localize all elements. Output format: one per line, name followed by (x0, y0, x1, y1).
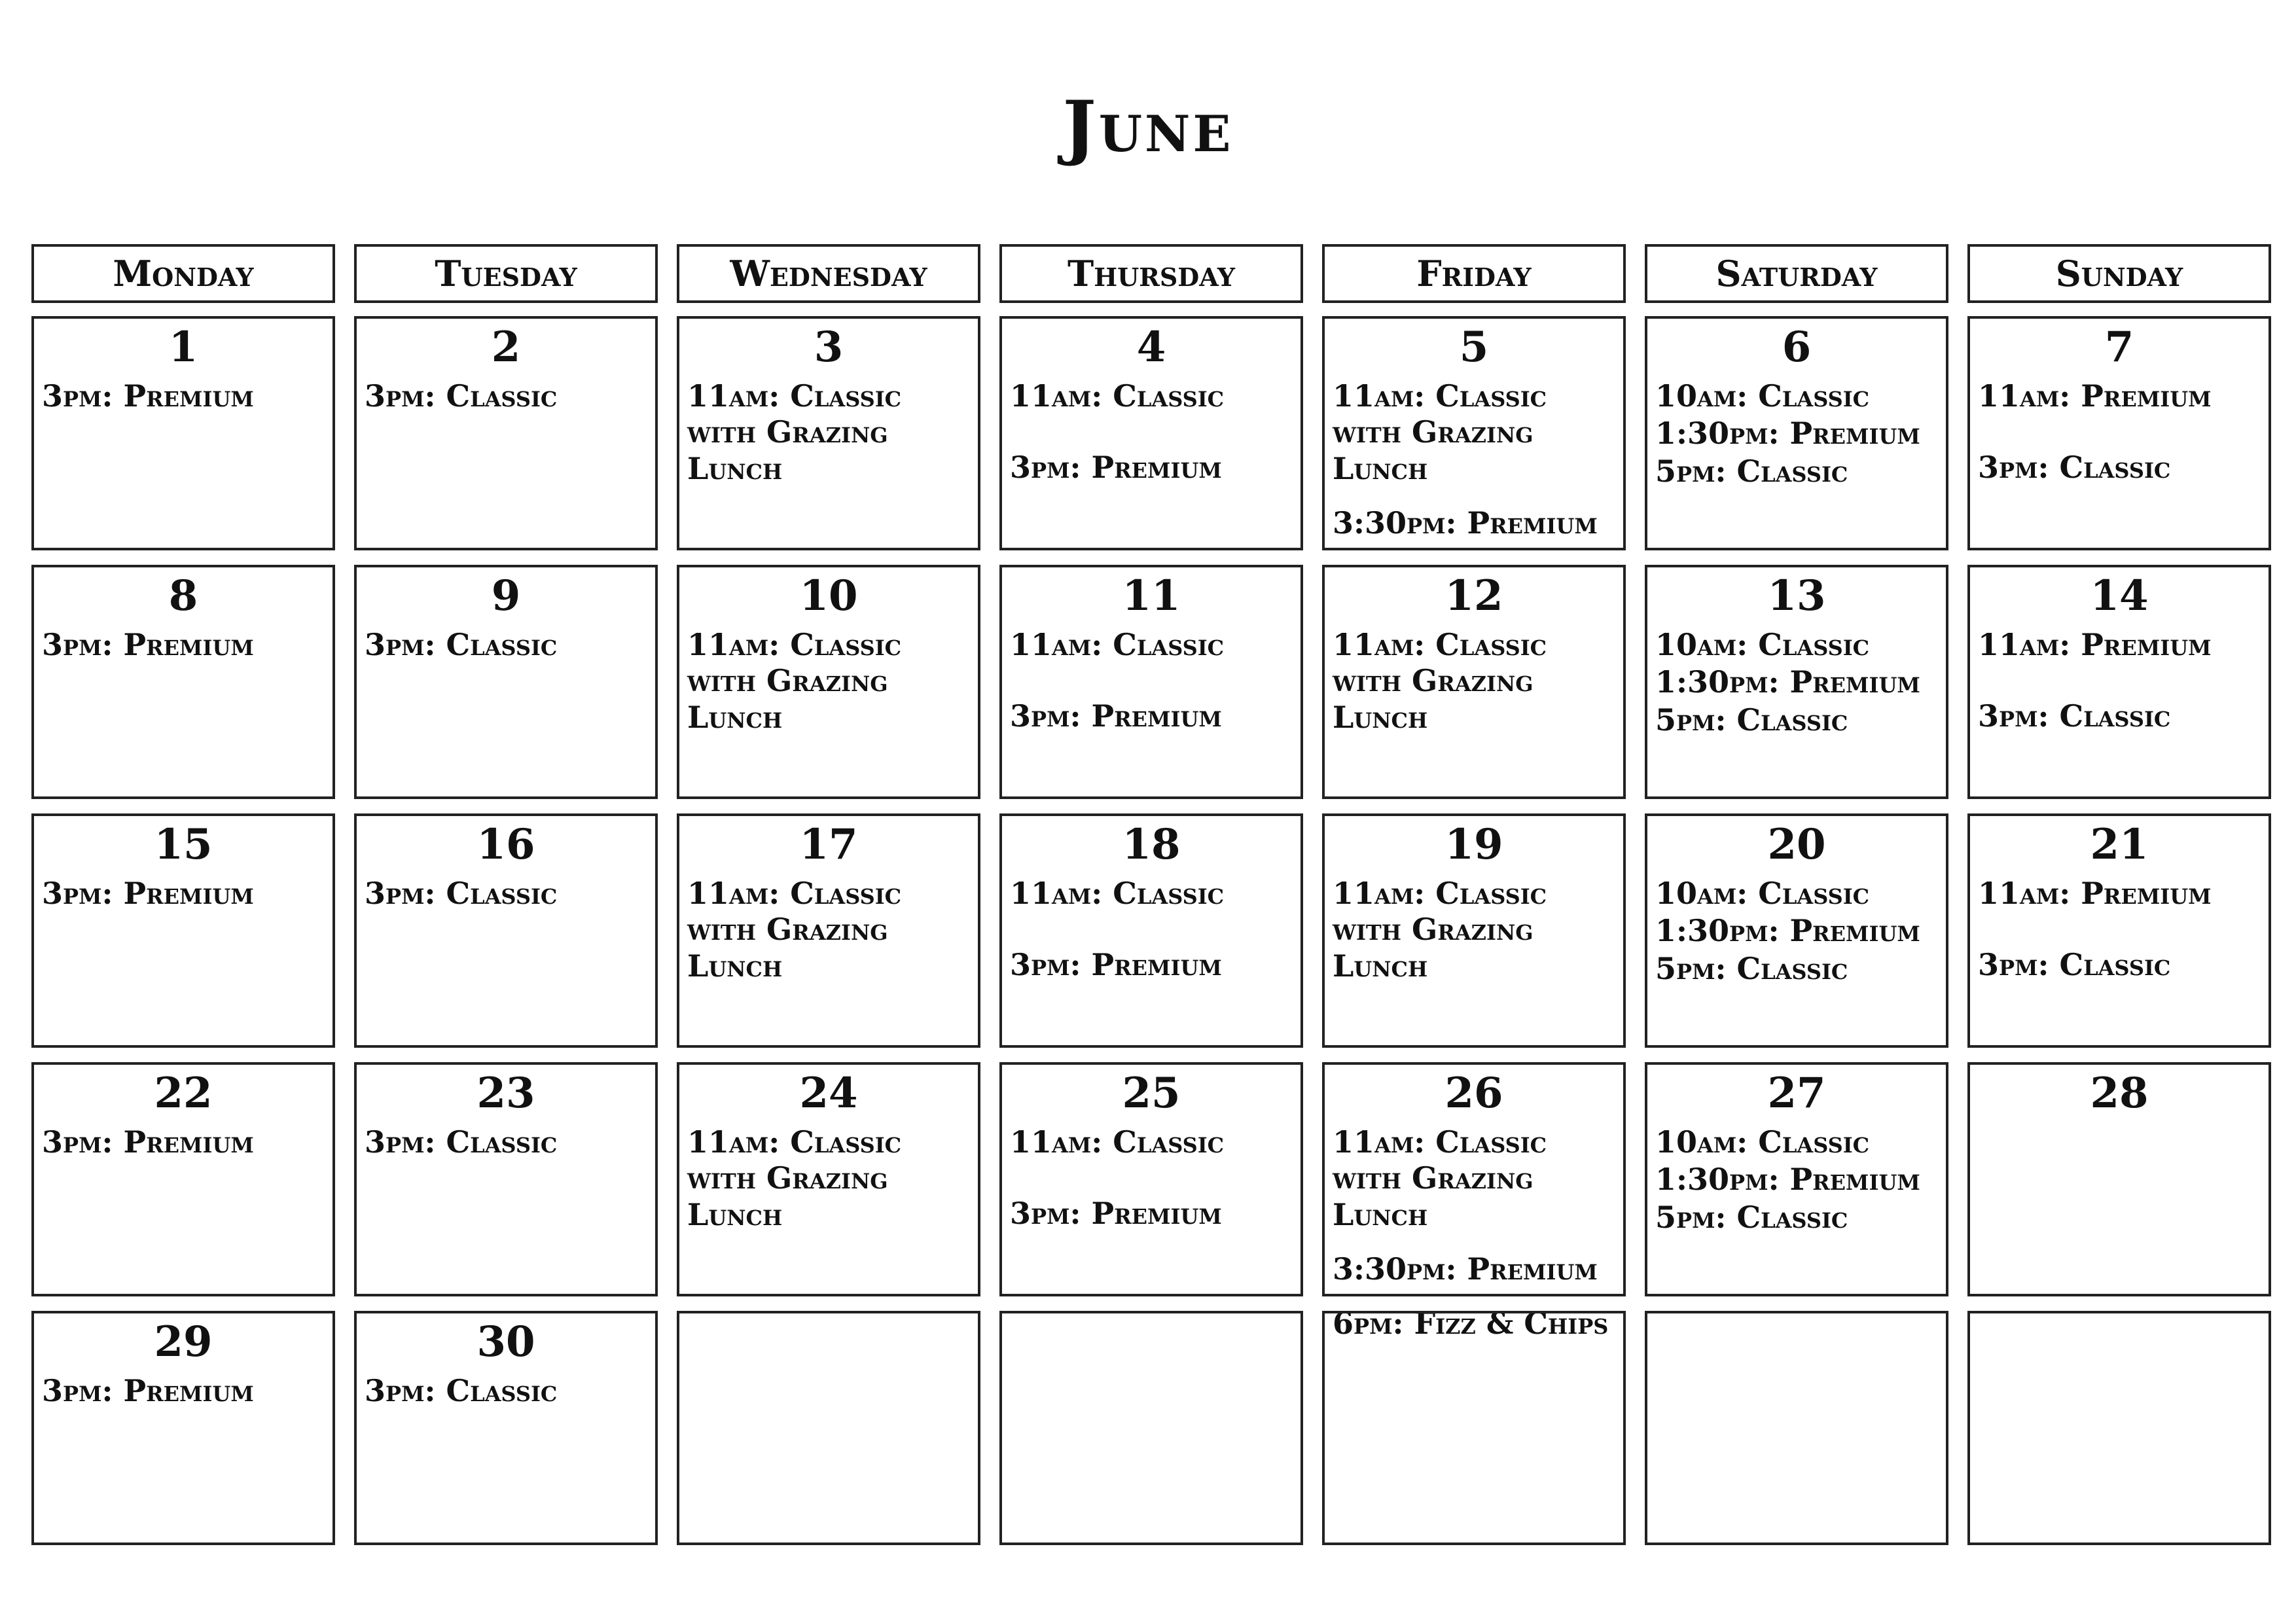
day-number: 19 (1444, 820, 1503, 869)
event-entry: 11am: Classic with Grazing Lunch (687, 1124, 902, 1232)
event-list (687, 876, 970, 984)
calendar-day-cell (354, 1062, 658, 1296)
day-number: 13 (1767, 571, 1826, 620)
calendar-day-cell (1967, 565, 2271, 799)
event-list (365, 1373, 647, 1409)
event-entry: 5pm: Classic (1655, 1199, 1848, 1235)
event-entry: 3pm: Classic (365, 1124, 558, 1160)
event-list (687, 627, 970, 736)
day-number: 14 (2090, 571, 2149, 620)
day-number: 22 (154, 1069, 213, 1118)
event-list (1655, 378, 1938, 490)
calendar-day-cell (1967, 1311, 2271, 1545)
event-entry: 3pm: Premium (42, 378, 254, 414)
event-entry: 3pm: Classic (365, 876, 558, 912)
day-number: 15 (154, 820, 213, 869)
day-number: 30 (476, 1317, 535, 1366)
day-number: 21 (2090, 820, 2149, 869)
event-list (42, 1373, 325, 1409)
event-list (1010, 627, 1293, 734)
weekday-header-monday: Monday (31, 244, 335, 303)
day-number: 7 (2104, 323, 2134, 372)
event-entry: 11am: Classic (1010, 627, 1225, 663)
event-entry: 11am: Classic with Grazing Lunch (1333, 1124, 1547, 1232)
calendar-day-cell (1322, 316, 1626, 550)
calendar-day-cell (677, 1062, 980, 1296)
event-list (1978, 378, 2261, 486)
event-entry: 3pm: Premium (1010, 698, 1222, 734)
calendar-day-cell (999, 1311, 1303, 1545)
event-entry: 1:30pm: Premium (1655, 664, 1920, 700)
event-list (1010, 876, 1293, 983)
event-entry: 11am: Classic with Grazing Lunch (687, 627, 902, 735)
event-list (42, 876, 325, 912)
calendar-day-cell (999, 1062, 1303, 1296)
event-entry: 5pm: Classic (1655, 702, 1848, 738)
event-list (42, 1124, 325, 1160)
weekday-header-thursday: Thursday (999, 244, 1303, 303)
event-list (1978, 876, 2261, 983)
calendar-day-cell (677, 316, 980, 550)
event-list (1978, 627, 2261, 734)
calendar-day-cell (1967, 1062, 2271, 1296)
event-list (1010, 378, 1293, 486)
event-list (1333, 876, 1615, 984)
day-number: 28 (2090, 1069, 2149, 1118)
event-entry: 10am: Classic (1655, 1124, 1870, 1160)
event-entry: 1:30pm: Premium (1655, 913, 1920, 949)
calendar-day-cell (1322, 813, 1626, 1048)
event-list (42, 627, 325, 663)
event-entry: 11am: Classic with Grazing Lunch (1333, 627, 1547, 735)
event-entry: 5pm: Classic (1655, 950, 1848, 986)
event-entry: 10am: Classic (1655, 876, 1870, 912)
day-number: 8 (168, 571, 198, 620)
event-entry: 3pm: Premium (42, 1373, 254, 1409)
day-number: 20 (1767, 820, 1826, 869)
event-list (1655, 627, 1938, 738)
calendar-day-cell (1645, 1062, 1948, 1296)
calendar-day-cell (999, 813, 1303, 1048)
calendar-day-cell (354, 813, 658, 1048)
calendar-day-cell (677, 565, 980, 799)
event-entry: 3:30pm: Premium (1333, 1251, 1598, 1287)
event-entry: 3pm: Premium (42, 1124, 254, 1160)
calendar-day-cell (1322, 1062, 1626, 1341)
day-number: 25 (1122, 1069, 1181, 1118)
event-entry: 3pm: Premium (1010, 450, 1222, 486)
day-number: 27 (1767, 1069, 1826, 1118)
calendar-day-cell (999, 316, 1303, 550)
day-number: 17 (799, 820, 858, 869)
event-entry: 3:30pm: Premium (1333, 505, 1598, 541)
weekday-header-sunday: Sunday (1967, 244, 2271, 303)
calendar-day-cell (1645, 813, 1948, 1048)
event-entry: 11am: Classic with Grazing Lunch (1333, 876, 1547, 984)
day-number: 29 (154, 1317, 213, 1366)
calendar-day-cell (31, 1311, 335, 1545)
calendar-day-cell (677, 813, 980, 1048)
month-title: June (1062, 86, 1234, 168)
calendar-day-cell (1967, 316, 2271, 550)
event-entry: 3pm: Premium (42, 876, 254, 912)
event-entry: 3pm: Classic (365, 627, 558, 663)
event-entry: 10am: Classic (1655, 627, 1870, 663)
event-entry: 11am: Classic (1010, 378, 1225, 414)
event-entry: 11am: Classic (1010, 876, 1225, 912)
day-number: 16 (476, 820, 535, 869)
calendar-day-cell (354, 316, 658, 550)
event-list (365, 378, 647, 414)
day-number: 18 (1122, 820, 1181, 869)
event-list (365, 876, 647, 912)
event-entry: 11am: Classic with Grazing Lunch (1333, 378, 1547, 486)
calendar-day-cell (31, 1062, 335, 1296)
event-list (1333, 627, 1615, 736)
calendar-day-cell (1645, 565, 1948, 799)
event-entry: 1:30pm: Premium (1655, 1162, 1920, 1198)
day-number: 5 (1459, 323, 1489, 372)
event-entry: 3pm: Classic (365, 1373, 558, 1409)
calendar-day-cell (354, 565, 658, 799)
event-entry: 11am: Premium (1978, 627, 2212, 663)
event-entry: 3pm: Classic (1978, 450, 2171, 486)
day-number: 12 (1444, 571, 1503, 620)
day-number: 24 (799, 1069, 858, 1118)
calendar-day-cell (1967, 813, 2271, 1048)
weekday-header-saturday: Saturday (1645, 244, 1948, 303)
event-list (1333, 378, 1615, 541)
event-entry: 3pm: Classic (1978, 698, 2171, 734)
day-number: 23 (476, 1069, 535, 1118)
event-list (1010, 1124, 1293, 1232)
event-list (687, 378, 970, 487)
event-list (42, 378, 325, 414)
calendar-day-cell (31, 813, 335, 1048)
event-entry: 11am: Classic with Grazing Lunch (687, 378, 902, 486)
calendar-day-cell (999, 565, 1303, 799)
day-number: 6 (1782, 323, 1812, 372)
calendar-day-cell (354, 1311, 658, 1545)
event-list (1333, 1124, 1615, 1342)
weekday-header-wednesday: Wednesday (677, 244, 980, 303)
event-entry: 3pm: Classic (1978, 947, 2171, 983)
event-list (1655, 1124, 1938, 1236)
calendar-day-cell (677, 1311, 980, 1545)
event-entry: 3pm: Premium (42, 627, 254, 663)
event-entry: 3pm: Premium (1010, 947, 1222, 983)
day-number: 2 (491, 323, 521, 372)
day-number: 3 (814, 323, 844, 372)
weekday-header-tuesday: Tuesday (354, 244, 658, 303)
event-entry: 11am: Premium (1978, 378, 2212, 414)
day-number: 1 (168, 323, 198, 372)
event-list (365, 1124, 647, 1160)
weekday-header-friday: Friday (1322, 244, 1626, 303)
calendar-day-cell (31, 316, 335, 550)
day-number: 10 (799, 571, 858, 620)
event-entry: 3pm: Classic (365, 378, 558, 414)
calendar-day-cell (1645, 316, 1948, 550)
day-number: 26 (1444, 1069, 1503, 1118)
event-entry: 11am: Classic with Grazing Lunch (687, 876, 902, 984)
calendar-day-cell (1322, 1311, 1626, 1545)
calendar-day-cell (1322, 565, 1626, 799)
day-number: 11 (1122, 571, 1181, 620)
event-entry: 3pm: Premium (1010, 1196, 1222, 1232)
event-entry: 11am: Classic (1010, 1124, 1225, 1160)
event-entry: 6pm: Fizz & Chips (1333, 1305, 1609, 1341)
event-list (1655, 876, 1938, 987)
event-list (687, 1124, 970, 1233)
calendar-day-cell (31, 565, 335, 799)
calendar-grid (31, 244, 2270, 1560)
event-entry: 1:30pm: Premium (1655, 416, 1920, 452)
day-number: 4 (1136, 323, 1166, 372)
day-number: 9 (491, 571, 521, 620)
calendar-day-cell (1645, 1311, 1948, 1545)
event-entry: 11am: Premium (1978, 876, 2212, 912)
event-entry: 10am: Classic (1655, 378, 1870, 414)
event-entry: 5pm: Classic (1655, 453, 1848, 489)
event-list (365, 627, 647, 663)
